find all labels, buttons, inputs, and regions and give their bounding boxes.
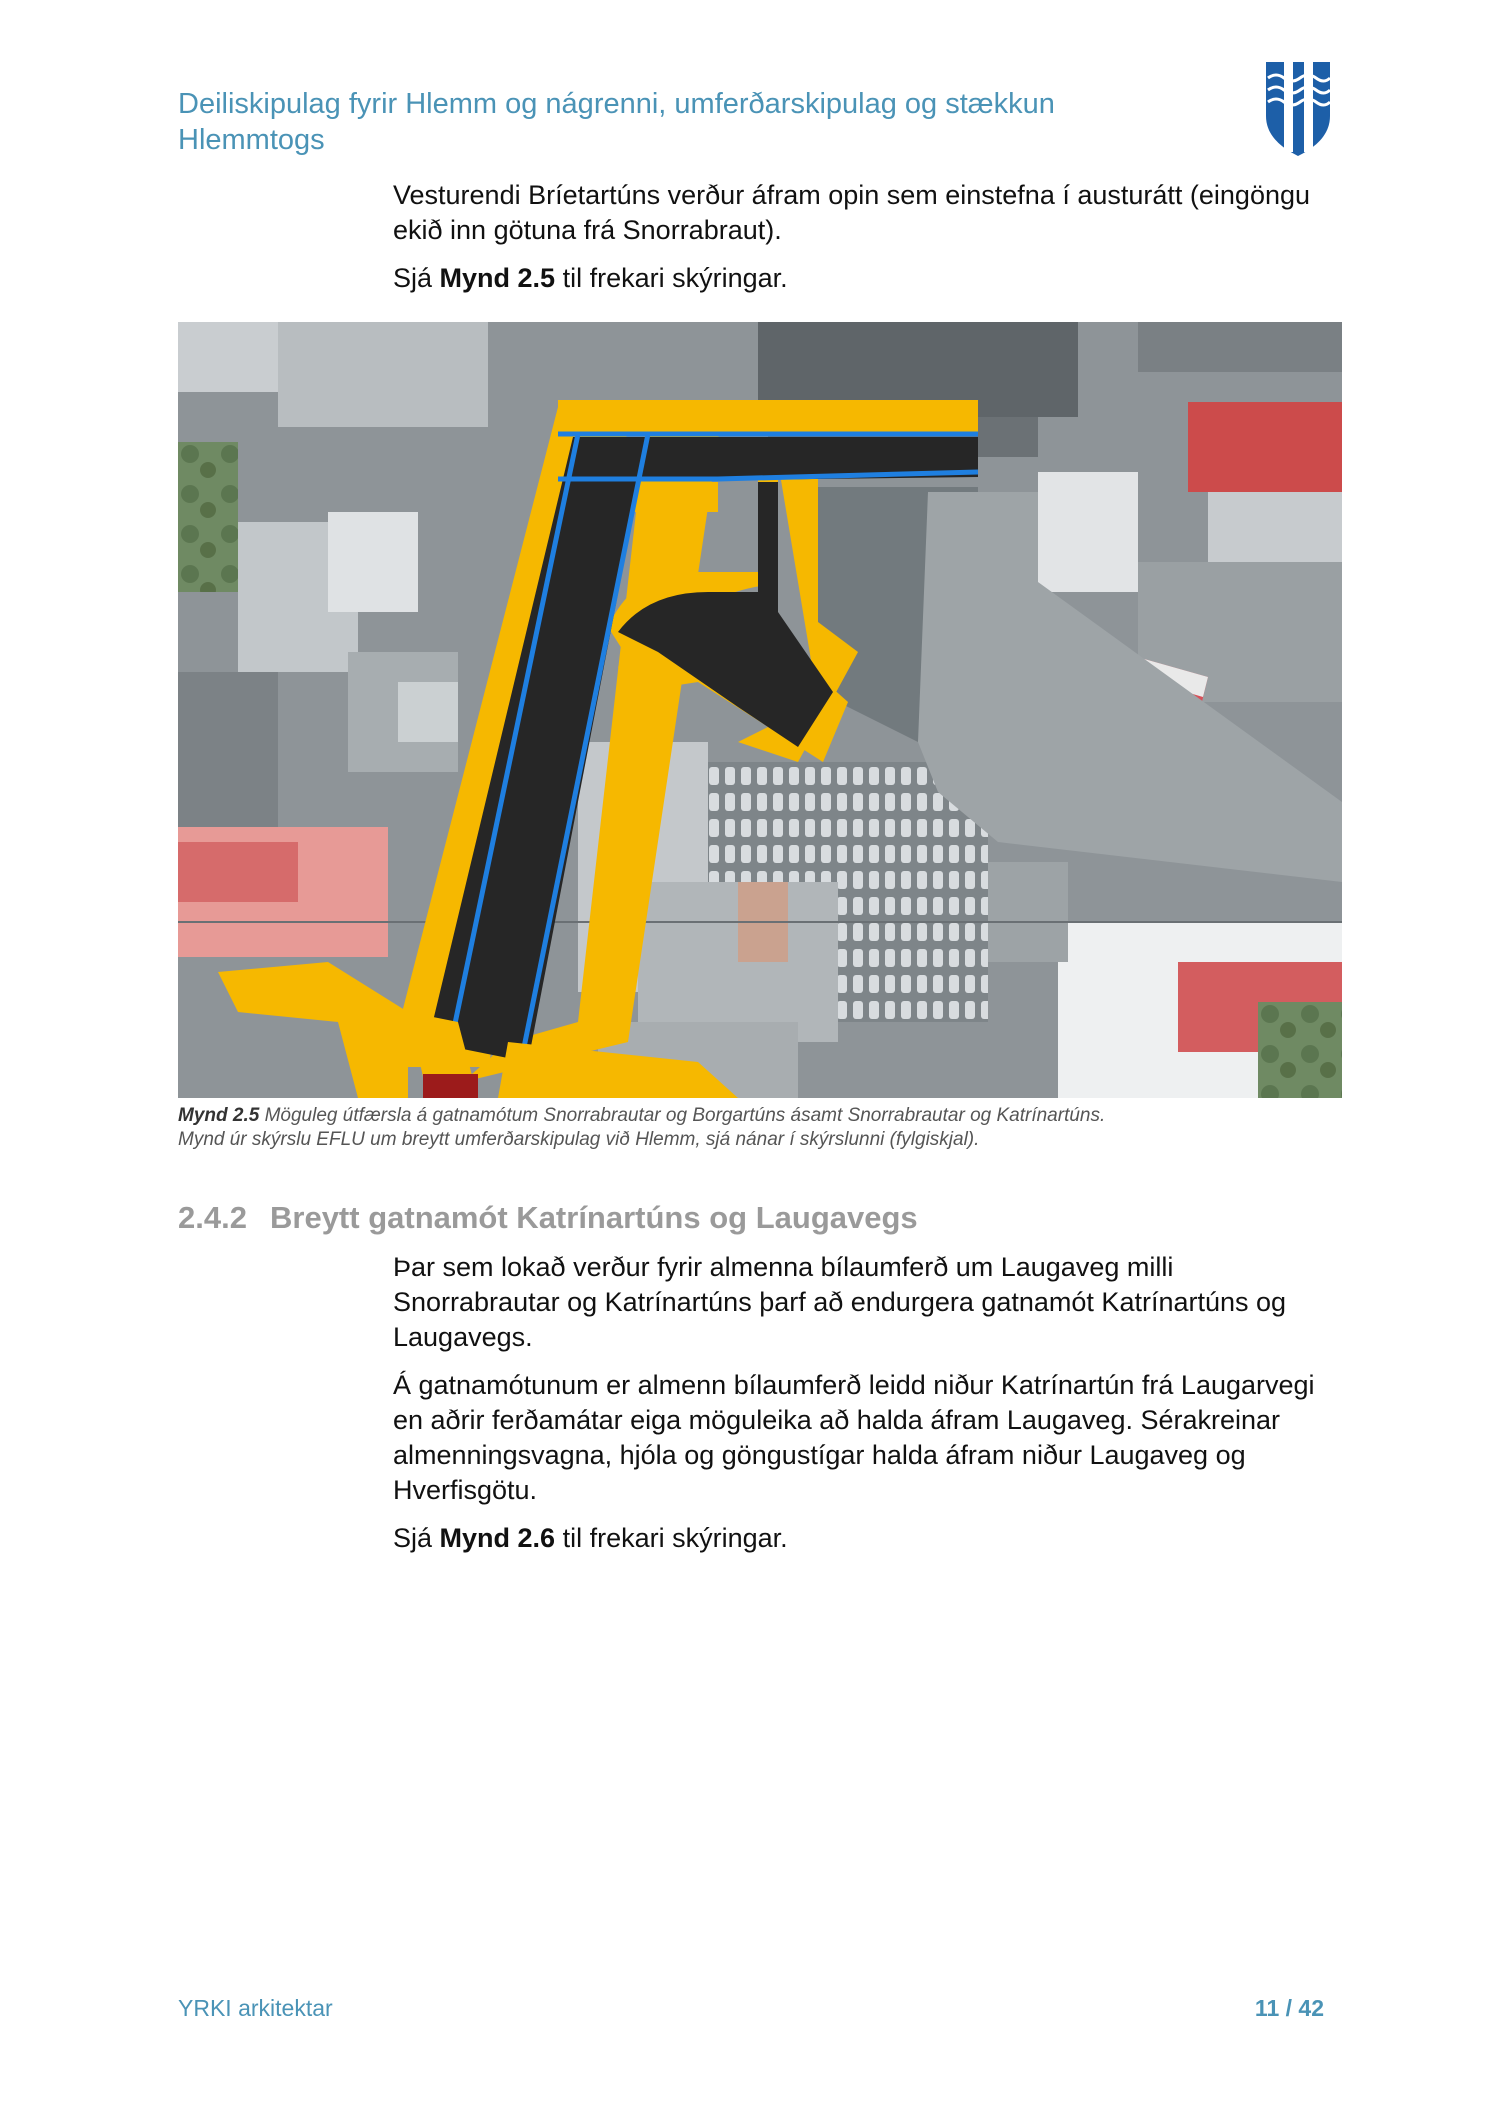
figure-2-5-aerial-plan [178,322,1342,1098]
section-text-block [393,1250,1343,1556]
intro-paragraph: Vesturendi Bríetartúns verður áfram opin sem einstefna í austurátt (eingöngu ekið inn götuna frá Snorrabraut). [393,180,1311,245]
caption-line-2: Mynd úr skýrslu EFLU um breytt umferðarskipulag við Hlemm, sjá nánar í skýrslunni (fylgiskjal). [178,1129,980,1150]
section-number: 2.4.2 [178,1200,247,1235]
intro-text-block [393,178,1343,296]
figure-reference-2-6: Sjá Mynd 2.6 til frekari skýringar. [393,1523,788,1553]
document-header-title: Deiliskipulag fyrir Hlemm og nágrenni, umferðarskipulag og stækkun Hlemmtogs [178,88,1055,156]
page-number: 11 / 42 [1254,1995,1324,2021]
footer-company: YRKI arkitektar [178,1995,333,2021]
figure-reference-2-5: Sjá Mynd 2.5 til frekari skýringar. [393,263,788,293]
reykjavik-coat-of-arms-logo [1264,60,1332,158]
section-heading-2-4-2 [178,1198,1328,1238]
section-title: Breytt gatnamót Katrínartúns og Laugavegs [270,1200,918,1235]
section-paragraph-2: Á gatnamótunum er almenn bílaumferð leidd niður Katrínartún frá Laugarvegi en aðrir ferðamátar eiga möguleika að halda áfram Laugaveg. Sérakreinar almenningsvagna, hjóla og göngustígar halda áfram niður Laugaveg og Hverfisgötu. [393,1370,1315,1505]
section-paragraph-1: Þar sem lokað verður fyrir almenna bílaumferð um Laugaveg milli Snorrabrautar og Katrínartúns þarf að endurgera gatnamót Katrínartúns og Laugavegs. [393,1252,1287,1352]
caption-line-1: Mynd 2.5 Möguleg útfærsla á gatnamótum Snorrabrautar og Borgartúns ásamt Snorrabrautar og Katrínartúns. [178,1105,1106,1126]
figure-2-5-caption [178,1104,1378,1152]
